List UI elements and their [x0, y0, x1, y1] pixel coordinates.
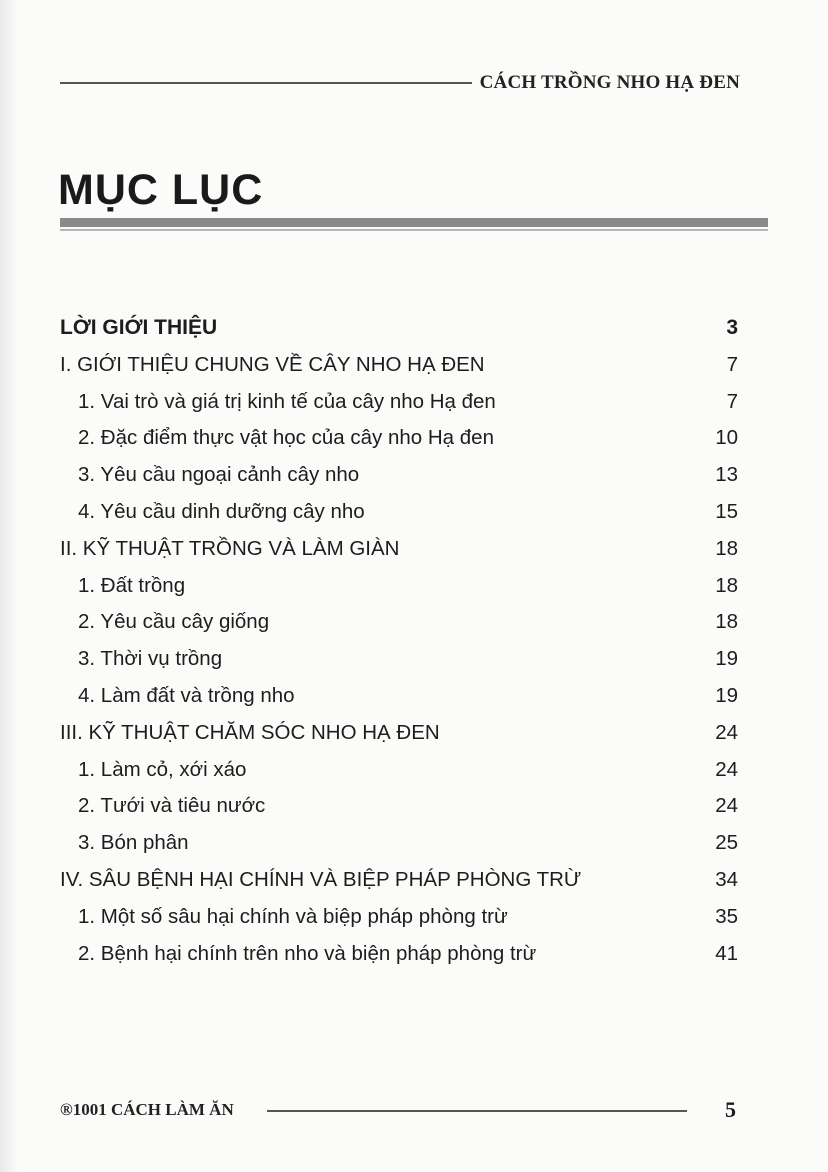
toc-entry-page: 13: [715, 463, 738, 487]
toc-entry-page: 7: [726, 389, 738, 413]
toc-entry-page: 15: [715, 499, 738, 523]
toc-entry-label: 2. Tưới và tiêu nước: [78, 794, 266, 818]
toc-entry: [60, 494, 738, 531]
toc-entry-page: 34: [715, 867, 738, 891]
toc-entry-page: 41: [715, 941, 738, 965]
toc-entry-label: LỜI GIỚI THIỆU: [60, 316, 218, 339]
page-footer: [60, 1097, 738, 1130]
toc-entry: [60, 899, 738, 936]
toc-entry-page: 3: [726, 316, 738, 339]
title-underline-bar: [60, 218, 768, 227]
toc-entry: [60, 788, 738, 825]
toc-entry-label: 2. Đặc điểm thực vật học của cây nho Hạ đen: [78, 426, 494, 450]
toc-entry: [60, 457, 738, 494]
toc-entry-page: 18: [715, 536, 738, 560]
toc-entry-page: 10: [715, 426, 738, 450]
toc-entry-label: 3. Yêu cầu ngoại cảnh cây nho: [78, 463, 360, 487]
toc-entry-label: 2. Bệnh hại chính trên nho và biện pháp phòng trừ: [78, 941, 537, 965]
toc-entry: [60, 678, 738, 715]
toc-entry-label: 3. Thời vụ trồng: [78, 647, 223, 671]
toc-entry-page: 18: [715, 573, 738, 597]
toc-entry: [60, 531, 738, 568]
toc-entry-page: 24: [715, 757, 738, 781]
toc-entry: [60, 752, 738, 789]
toc-entry: [60, 715, 738, 752]
running-title: CÁCH TRỒNG NHO HẠ ĐEN: [479, 72, 740, 93]
toc-entry-label: 1. Vai trò và giá trị kinh tế của cây nho Hạ đen: [78, 389, 496, 413]
toc-entry-label: 4. Yêu cầu dinh dưỡng cây nho: [78, 499, 365, 523]
table-of-contents: [60, 310, 738, 972]
toc-entry: [60, 568, 738, 605]
toc-entry-page: 19: [715, 647, 738, 671]
toc-entry-label: III. KỸ THUẬT CHĂM SÓC NHO HẠ ĐEN: [60, 720, 440, 744]
toc-entry-label: 1. Đất trồng: [78, 573, 186, 597]
toc-entry-page: 24: [715, 720, 738, 744]
title-underline-thin: [60, 229, 768, 231]
toc-entry-label: 2. Yêu cầu cây giống: [78, 610, 270, 634]
page-title: MỤC LỤC: [58, 166, 264, 214]
toc-entry: [60, 310, 738, 347]
page-number: 5: [725, 1097, 736, 1122]
header-rule: [60, 82, 472, 84]
toc-entry-page: 25: [715, 831, 738, 855]
toc-entry-label: IV. SÂU BỆNH HẠI CHÍNH VÀ BIỆP PHÁP PHÒNG TRỪ: [60, 867, 582, 891]
toc-entry-label: 3. Bón phân: [78, 831, 189, 855]
toc-entry: [60, 641, 738, 678]
toc-entry-page: 18: [715, 610, 738, 634]
toc-entry-page: 24: [715, 794, 738, 818]
toc-entry: [60, 604, 738, 641]
toc-entry-page: 35: [715, 904, 738, 928]
toc-entry: [60, 420, 738, 457]
toc-entry: [60, 347, 738, 384]
toc-entry-label: 4. Làm đất và trồng nho: [78, 683, 295, 707]
running-header: [60, 70, 740, 100]
toc-entry-label: 1. Một số sâu hại chính và biệp pháp phòng trừ: [78, 904, 508, 928]
toc-entry-page: 19: [715, 683, 738, 707]
toc-entry: [60, 862, 738, 899]
toc-entry: [60, 825, 738, 862]
footer-rule: [267, 1110, 687, 1112]
toc-entry-page: 7: [726, 352, 738, 376]
toc-entry-label: I. GIỚI THIỆU CHUNG VỀ CÂY NHO HẠ ĐEN: [60, 352, 485, 376]
series-name: ®1001 CÁCH LÀM ĂN: [60, 1100, 234, 1119]
toc-entry: [60, 384, 738, 421]
toc-entry: [60, 936, 738, 973]
page-gutter-shadow: [0, 0, 18, 1172]
toc-entry-label: 1. Làm cỏ, xới xáo: [78, 757, 247, 781]
toc-entry-label: II. KỸ THUẬT TRỒNG VÀ LÀM GIÀN: [60, 536, 400, 560]
